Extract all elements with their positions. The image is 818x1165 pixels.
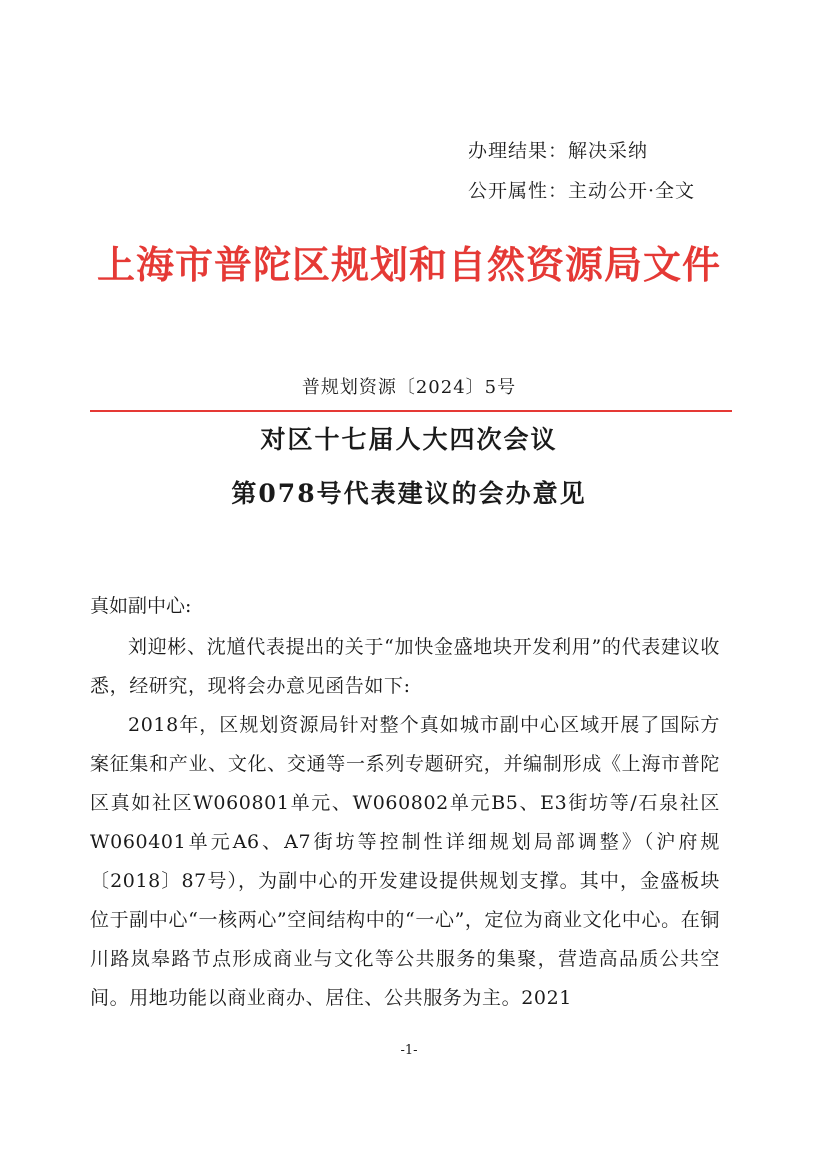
page-number: -1- — [400, 1043, 418, 1058]
red-divider-line — [90, 410, 732, 412]
handling-result: 办理结果：解决采纳 — [468, 140, 649, 162]
issuing-authority-header: 上海市普陀区规划和自然资源局文件 — [96, 243, 721, 287]
body-paragraph-2: 2018年，区规划资源局针对整个真如城市副中心区域开展了国际方案征集和产业、文化、交通等一系列专题研究，并编制形成《上海市普陀区真如社区W060801单元、W060802单元B5、E3街坊等/石泉社区W060401单元A6、A7街坊等控制性详细规划局部调整》（沪府规〔2018〕87号），为副中心的开发建设提供规划支撑。其中，金盛板块位于副中心“一核两心”空间结构中的“一心”，定位为商业文化中心。在铜川路岚皋路节点形成商业与文化等公共服务的集聚，营造高品质公共空间。用地功能以商业商办、居住、公共服务为主。2021 — [90, 714, 720, 1009]
disclosure-attribute: 公开属性：主动公开·全文 — [468, 180, 696, 202]
document-title-line-1: 对区十七届人大四次会议 — [260, 425, 558, 454]
addressee: 真如副中心: — [90, 595, 192, 617]
document-title-line-2: 第078号代表建议的会办意见 — [231, 479, 587, 508]
document-number: 普规划资源〔2024〕5号 — [301, 377, 517, 398]
body-paragraph-1: 刘迎彬、沈馗代表提出的关于“加快金盛地块开发利用”的代表建议收悉，经研究，现将会办意见函告如下: — [90, 636, 720, 697]
